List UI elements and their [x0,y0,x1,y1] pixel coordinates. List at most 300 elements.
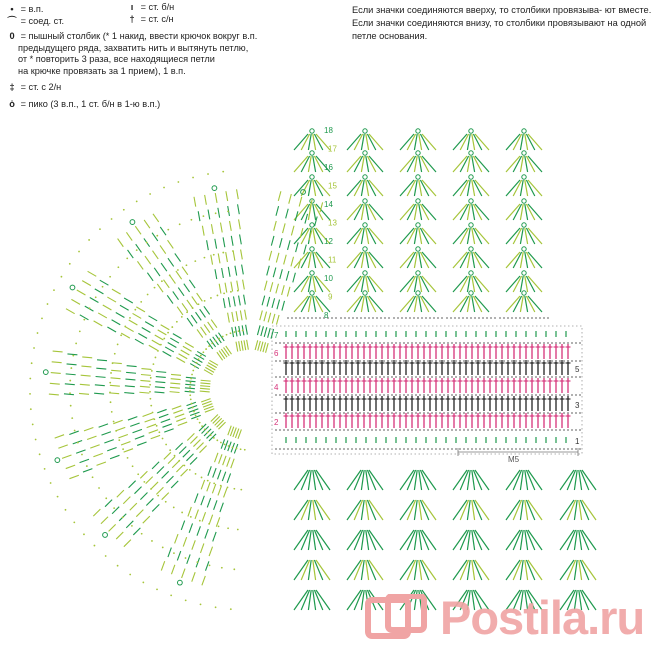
chain-dot [69,392,71,394]
treble-stitch-icon: ‡ [9,82,15,92]
fan-stitch [243,280,245,290]
chain-dot [303,376,305,378]
fan-stitch [160,245,166,253]
chain-dot [176,321,178,323]
chain-dot [311,429,313,431]
chain-dot [407,360,409,362]
chain-dot [383,360,385,362]
fan-stitch [135,436,144,439]
picot-mark [130,220,135,225]
row-number-left: 2 [274,418,279,427]
fan-stitch [228,313,230,323]
chain-dot [547,376,549,378]
chain-dot [98,487,100,489]
fan-stitch [121,333,130,338]
fan-stitch [286,271,289,281]
chain-dot [543,317,545,319]
chain-dot [335,412,337,414]
fan-stitch [137,442,146,445]
fan-stitch [125,379,135,380]
fan-stitch [239,219,241,229]
chain-dot [114,353,116,355]
chain-dot [340,317,342,319]
chain-dot [503,360,505,362]
fan-arm [118,214,232,361]
fan-stitch [197,329,203,337]
chain-dot [189,394,191,396]
fan-stitch [214,500,217,509]
fan-stitch [125,386,135,387]
chain-dot [315,342,317,344]
chain-dot [213,254,215,256]
chain-dot [403,429,405,431]
chain-dot [347,394,349,396]
chain-dot [555,412,557,414]
chain-dot [427,360,429,362]
chain-dot [399,360,401,362]
fan-stitch [152,462,159,469]
chain-dot [163,187,165,189]
chain-dot [483,376,485,378]
chain-dot [327,429,329,431]
fan-stitch [200,383,210,384]
chain-dot [515,317,517,319]
chain-dot [216,439,218,441]
chain-dot [327,412,329,414]
chain-dot [335,429,337,431]
fan-stitch [267,297,270,307]
fan-stitch [282,301,285,311]
chain-dot [335,342,337,344]
chain-dot [32,424,34,426]
fan-stitch [216,517,219,526]
chain-dot [423,342,425,344]
fan-stitch [197,526,200,535]
chain-dot [467,429,469,431]
fan-stitch [232,327,234,337]
chain-dot [291,317,293,319]
fan-stitch [192,540,195,549]
chain-dot [319,429,321,431]
motif-column [499,129,549,319]
picot-icon: ȯ [9,99,15,109]
fan-stitch [209,547,212,556]
chain-dot [503,429,505,431]
fan-stitch [164,429,173,432]
fan-stitch [49,394,59,395]
fan-stitch [158,330,167,335]
chain-dot [315,448,317,450]
fan-stitch [255,340,258,350]
fan-stitch [135,226,141,234]
chain-dot [343,448,345,450]
chain-dot [499,342,501,344]
fan-stitch [77,290,86,295]
fan-stitch [178,288,184,296]
fan-stitch [66,374,76,375]
chain-dot [307,448,309,450]
chain-dot [233,488,235,490]
chain-dot [447,448,449,450]
chain-dot [563,412,565,414]
chain-dot [559,429,561,431]
chain-dot [551,360,553,362]
chain-dot [475,376,477,378]
chain-dot [186,264,188,266]
legend-puff-line3: от * повторить 3 раза, все находящиеся петли [18,54,215,64]
chain-dot [102,286,104,288]
chain-dot [226,334,228,336]
chain-dot [379,394,381,396]
chain-dot [343,376,345,378]
chain-dot [543,360,545,362]
chain-dot [222,336,224,338]
chain-dot [491,376,493,378]
chain-dot [287,412,289,414]
chain-dot [439,394,441,396]
chain-dot [403,394,405,396]
fan-stitch [179,354,188,359]
chain-dot [503,317,505,319]
chain-dot [487,412,489,414]
chain-dot [479,360,481,362]
chain-dot [486,317,488,319]
chain-dot [519,412,521,414]
chain-dot [279,342,281,344]
fan-stitch [94,321,103,326]
chain-dot [571,360,573,362]
chain-dot [299,360,301,362]
fan-stitch [231,236,233,246]
chain-dot [279,360,281,362]
fan-stitch [140,380,150,381]
fan-stitch [153,214,159,222]
fan-stitch [120,305,129,310]
chain-dot [407,394,409,396]
chain-dot [503,412,505,414]
chain-dot [575,342,577,344]
chain-dot [491,448,493,450]
chain-dot [287,394,289,396]
chain-dot [331,342,333,344]
chain-dot [295,394,297,396]
chain-dot [411,448,413,450]
chain-dot [451,376,453,378]
chain-dot [399,376,401,378]
chain-dot [181,512,183,514]
fan-stitch [282,285,285,295]
fan-stitch [69,431,78,434]
chain-dot [523,360,525,362]
fan-stitch [171,379,181,380]
fan-stitch [155,382,165,383]
chain-dot [170,594,172,596]
chain-dot [435,412,437,414]
chain-dot [189,469,191,471]
fan-stitch [62,455,71,458]
chain-dot [427,429,429,431]
chain-dot [167,229,169,231]
fan-stitch [173,334,182,339]
fan-stitch [147,273,153,281]
chain-dot [111,411,113,413]
chain-dot [403,360,405,362]
chain-dot [339,360,341,362]
chain-dot [417,317,419,319]
chain-dot [567,448,569,450]
chain-dot [371,360,373,362]
chain-dot [347,448,349,450]
fan-stitch [304,245,307,255]
fan-stitch [293,273,296,283]
chain-dot [383,448,385,450]
chain-dot [391,360,393,362]
fan-stitch [161,419,170,422]
chain-dot [579,394,581,396]
chain-dot [331,429,333,431]
chain-dot [275,376,277,378]
chain-dot [163,338,165,340]
fan-stitch [190,457,197,464]
chain-dot [527,394,529,396]
chain-dot [196,362,198,364]
fan-stitch [270,282,273,292]
fan-stitch [152,340,161,345]
chain-dot [194,260,196,262]
chain-dot [157,495,159,497]
chain-dot [487,394,489,396]
chain-dot [189,390,191,392]
chain-dot [173,552,175,554]
fan-stitch [83,469,92,472]
chain-dot [153,418,155,420]
chain-dot [351,360,353,362]
fan-stitch [264,312,267,322]
chain-dot [109,392,111,394]
chain-dot [129,317,131,319]
chain-dot [275,342,277,344]
fan-stitch [300,228,303,238]
picot-mark [70,285,75,290]
fan-stitch [110,455,119,458]
chain-dot [531,448,533,450]
chain-dot [551,412,553,414]
chain-dot [183,465,185,467]
chain-dot [503,394,505,396]
chain-dot [359,342,361,344]
chain-dot [579,376,581,378]
chain-dot [319,342,321,344]
chain-dot [217,295,219,297]
chain-dot [218,526,220,528]
chain-dot [335,376,337,378]
fan-stitch [219,351,225,359]
chain-dot [359,448,361,450]
chain-dot [539,394,541,396]
chain-dot [515,376,517,378]
picot-mark [310,129,314,133]
fan-stitch [192,296,198,304]
picot-mark [212,186,217,191]
fan-stitch [133,429,142,432]
chain-dot [238,330,240,332]
fan-stitch [175,253,181,261]
chain-dot [531,342,533,344]
chain-dot [439,342,441,344]
chain-dot [407,412,409,414]
chain-dot [207,173,209,175]
chain-dot [201,477,203,479]
fan-stitch [287,287,290,297]
fan-stitch [149,430,158,433]
chain-dot [447,394,449,396]
chain-dot [141,533,143,535]
chain-dot [303,448,305,450]
picot-mark [469,129,473,133]
fan-stitch [168,548,171,557]
chain-dot [88,239,90,241]
chain-dot [275,448,277,450]
chain-dot [462,317,464,319]
chain-dot [387,394,389,396]
chain-dot [471,360,473,362]
chain-dot [323,429,325,431]
fan-stitch [139,392,149,393]
fan-stitch [213,468,216,477]
chain-dot [359,394,361,396]
chain-dot [335,360,337,362]
picot-mark [522,291,526,295]
chain-dot [415,448,417,450]
chain-dot [411,412,413,414]
chain-dot [295,429,297,431]
chain-dot [142,582,144,584]
chain-dot [579,412,581,414]
row-number-right: 3 [575,401,580,410]
chain-dot [527,317,529,319]
fan-stitch [133,313,142,318]
fan-stitch [129,320,138,325]
chain-dot [41,317,43,319]
chain-dot [363,448,365,450]
fan-stitch [94,393,104,394]
fan-stitch [182,569,185,578]
chain-dot [343,360,345,362]
fan-stitch [118,434,127,437]
chain-dot [531,376,533,378]
fan-stitch [88,271,97,276]
fan-stitch [198,211,200,221]
fan-stitch [223,237,225,247]
chain-dot [523,376,525,378]
chain-dot [543,342,545,344]
fan-stitch [152,504,159,511]
chain-dot [539,342,541,344]
fan-stitch [164,452,171,459]
fan-stitch [98,313,107,318]
chain-dot [399,412,401,414]
fan-stitch [288,240,291,250]
chain-dot [379,412,381,414]
fan-stitch [181,469,188,476]
chain-dot [403,376,405,378]
chain-dot [391,429,393,431]
chain-dot [431,360,433,362]
chain-dot [431,429,433,431]
chain-dot [199,422,201,424]
chain-dot [86,465,88,467]
chain-dot [531,317,533,319]
fan-stitch [185,343,194,348]
fan-stitch [217,352,223,360]
chain-dot [507,429,509,431]
fan-stitch [205,529,208,538]
motif-column [340,129,390,319]
chain-dot [134,309,136,311]
chain-dot [279,376,281,378]
chain-dot [435,448,437,450]
chain-dot [319,394,321,396]
chain-dot [459,394,461,396]
chain-dot [411,394,413,396]
chain-dot [441,317,443,319]
chain-dot [279,429,281,431]
fan-stitch [109,524,116,531]
fan-stitch [240,234,242,244]
chain-dot [435,342,437,344]
motif-label: M5 [508,455,520,464]
chain-dot [515,360,517,362]
instruction-note: Если значки соединяются вверху, то столбики провязыва- ют вместе. Если значки соединяются внизу, то столбики провязывают на одной петле основания. [352,5,652,41]
chain-dot [193,411,195,413]
chain-dot [539,317,541,319]
chain-dot [323,448,325,450]
chain-dot [391,342,393,344]
fan-stitch [124,393,134,394]
chain-dot [364,317,366,319]
chain-dot [275,360,277,362]
row-number-upper: 15 [328,181,337,191]
chain-dot [70,367,72,369]
chain-dot [519,317,521,319]
chain-dot [495,429,497,431]
chain-dot [447,412,449,414]
chain-dot [435,376,437,378]
chain-dot [499,376,501,378]
fan-stitch [67,364,77,365]
fan-stitch [143,413,152,416]
chain-dot [387,360,389,362]
chain-dot [355,412,357,414]
fan-stitch [194,197,196,207]
chain-dot [475,360,477,362]
fan-stitch [240,310,242,320]
fan-stitch [227,473,230,482]
chain-dot [451,394,453,396]
chain-dot [575,448,577,450]
chain-dot [567,342,569,344]
chain-dot [415,360,417,362]
fan-stitch [190,436,197,443]
chain-dot [371,376,373,378]
chain-dot [315,317,317,319]
chain-dot [567,360,569,362]
chain-dot [393,317,395,319]
fan-stitch [176,443,183,450]
chain-dot [186,311,188,313]
chain-dot [331,394,333,396]
picot-mark [103,533,108,538]
